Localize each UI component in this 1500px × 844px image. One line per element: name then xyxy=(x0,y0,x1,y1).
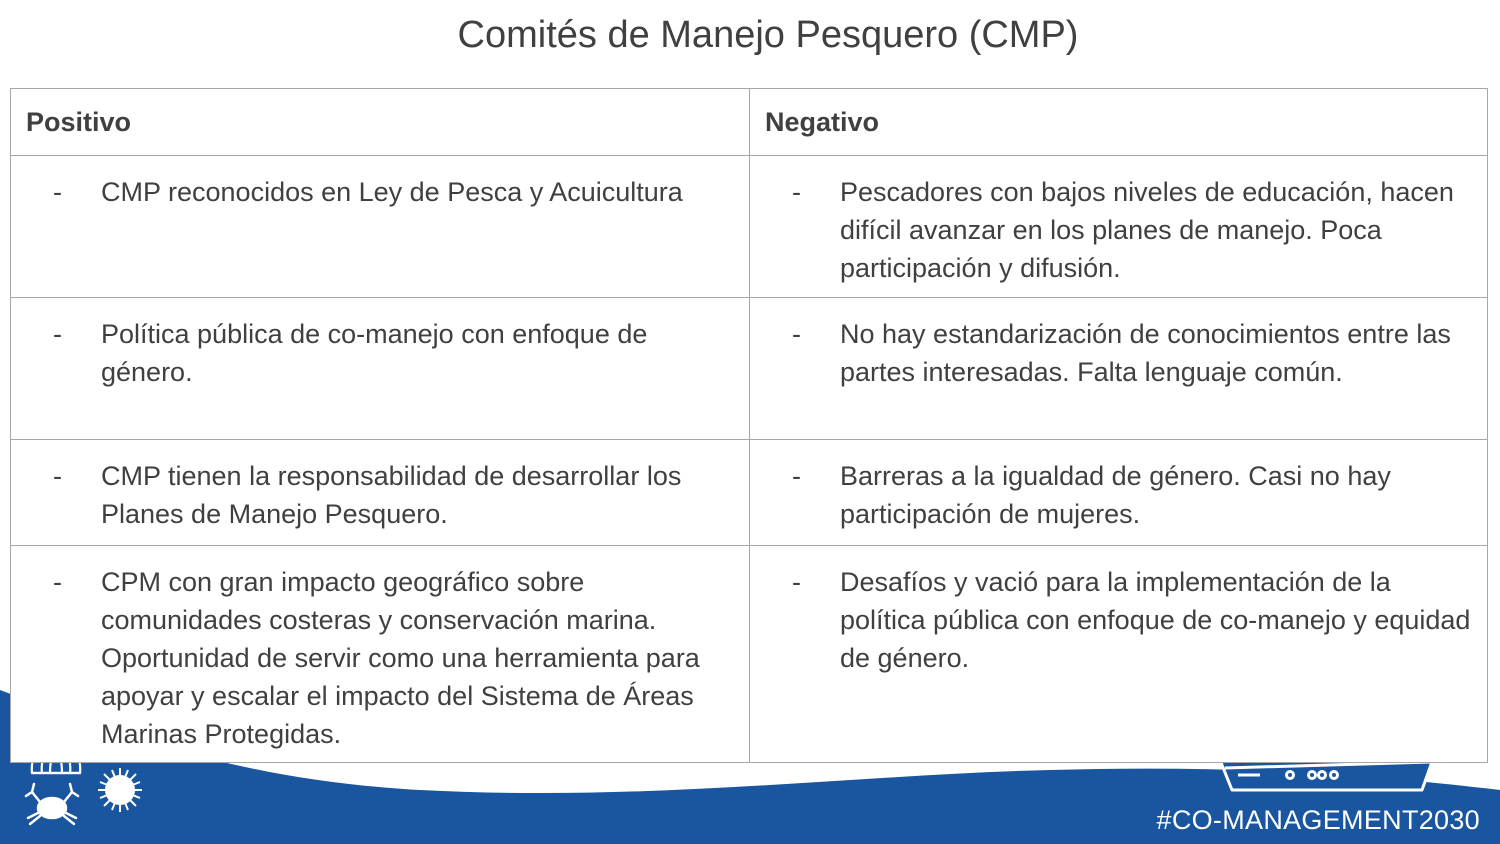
positive-text: CMP tienen la responsabilidad de desarrollar los Planes de Manejo Pesquero. xyxy=(101,461,682,529)
negative-cell xyxy=(750,546,1488,763)
negative-text: Desafíos y vació para la implementación de la política pública con enfoque de co-manejo y equidad de género. xyxy=(840,567,1471,673)
table-row xyxy=(11,546,1488,763)
header-positive: Positivo xyxy=(11,89,750,156)
bullet-dash: - xyxy=(792,461,801,491)
hashtag-footer: #CO-MANAGEMENT2030 xyxy=(1156,805,1480,835)
positive-cell xyxy=(11,546,750,763)
positive-cell xyxy=(11,156,750,298)
positive-cell xyxy=(11,298,750,440)
table-row xyxy=(11,440,1488,546)
positive-text: Política pública de co-manejo con enfoque de género. xyxy=(101,319,648,387)
negative-cell xyxy=(750,156,1488,298)
comparison-table xyxy=(10,88,1488,763)
bullet-dash: - xyxy=(53,177,62,207)
negative-cell xyxy=(750,298,1488,440)
negative-text: Pescadores con bajos niveles de educación, hacen difícil avanzar en los planes de manejo. Poca participación y difusión. xyxy=(840,177,1454,283)
negative-text: No hay estandarización de conocimientos entre las partes interesadas. Falta lenguaje común. xyxy=(840,319,1451,387)
positive-text: CPM con gran impacto geográfico sobre comunidades costeras y conservación marina. Oportunidad de servir como una herramienta para apoyar y escalar el impacto del Sistema de Áreas Marinas Protegidas. xyxy=(101,567,700,749)
bullet-dash: - xyxy=(792,319,801,349)
bullet-dash: - xyxy=(53,319,62,349)
page-title: Comités de Manejo Pesquero (CMP) xyxy=(457,14,1079,56)
negative-cell xyxy=(750,440,1488,546)
positive-cell xyxy=(11,440,750,546)
table-row xyxy=(11,156,1488,298)
header-negative: Negativo xyxy=(750,89,1488,156)
table-row xyxy=(11,298,1488,440)
bullet-dash: - xyxy=(792,567,801,597)
positive-text: CMP reconocidos en Ley de Pesca y Acuicultura xyxy=(101,177,683,207)
bullet-dash: - xyxy=(792,177,801,207)
sea-urchin-icon xyxy=(98,768,142,812)
bullet-dash: - xyxy=(53,461,62,491)
bullet-dash: - xyxy=(53,567,62,597)
table-header-row xyxy=(11,89,1488,156)
negative-text: Barreras a la igualdad de género. Casi no hay participación de mujeres. xyxy=(840,461,1391,529)
